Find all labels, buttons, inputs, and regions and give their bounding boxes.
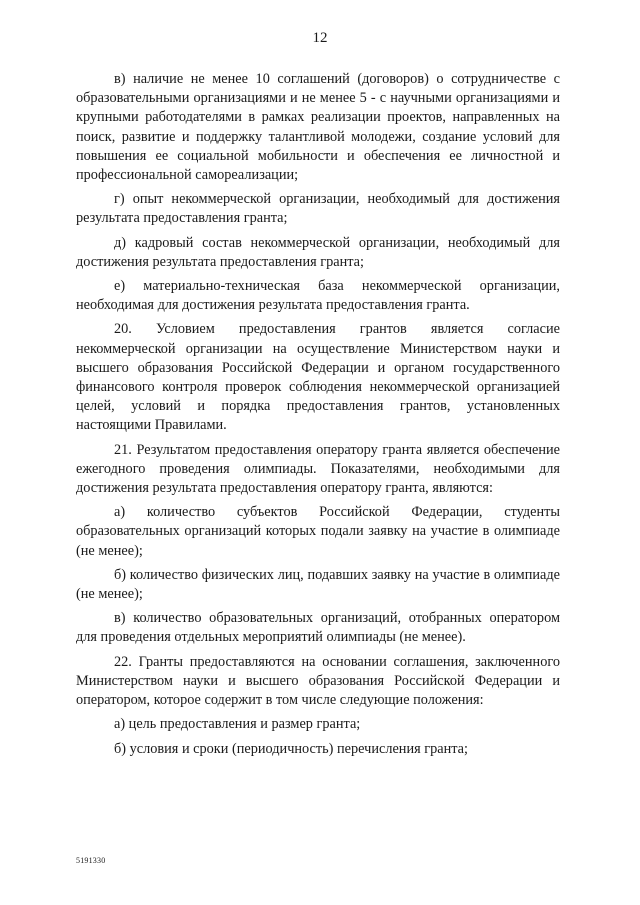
document-code: 5191330 (76, 856, 106, 865)
paragraph-v-agreements: в) наличие не менее 10 соглашений (договоров) о сотрудничестве с образовательными организациями и не менее 5 - с научными организациями и крупными работодателями в рамках реализации проектов, направленных на поиск, развитие и поддержку талантливой молодежи, создание условий для повышения ее социальной мобильности и обеспечения ее личностной и профессиональной самореализации; (76, 71, 560, 184)
paragraph-d-staff: д) кадровый состав некоммерческой организации, необходимый для достижения результата предоставления гранта; (76, 234, 560, 270)
page-number: 12 (312, 30, 328, 46)
paragraph-e-material-base: е) материально-техническая база некоммерческой организации, необходимая для достижения результата предоставления гранта. (76, 278, 560, 314)
paragraph-22a-purpose: а) цель предоставления и размер гранта; (114, 716, 361, 733)
paragraph-20-condition: 20. Условием предоставления грантов является согласие некоммерческой организации на осуществление Министерством науки и высшего образования Российской Федерации и органом государственного финансового контроля проверок соблюдения некоммерческой организацией целей, условий и порядка предоставления грантов, установленных настоящими Правилами. (76, 321, 560, 434)
paragraph-22-grants: 22. Гранты предоставляются на основании соглашения, заключенного Министерством науки и высшего образования Российской Федерации и оператором, которое содержит в том числе следующие положения: (76, 653, 560, 709)
document-body (76, 70, 560, 764)
paragraph-22b-terms: б) условия и сроки (периодичность) перечисления гранта; (114, 740, 468, 757)
paragraph-21b-persons-count: б) количество физических лиц, подавших заявку на участие в олимпиаде (не менее); (76, 566, 560, 603)
paragraph-g-experience: г) опыт некоммерческой организации, необходимый для достижения результата предоставления гранта; (76, 191, 560, 227)
paragraph-21-result: 21. Результатом предоставления оператору гранта является обеспечение ежегодного проведения олимпиады. Показателями, необходимыми для достижения результата предоставления оператору гранта, являются: (76, 441, 560, 497)
paragraph-21v-organizations-count: в) количество образовательных организаций, отобранных оператором для проведения отдельных мероприятий олимпиады (не менее). (76, 610, 560, 646)
paragraph-21a-regions-count: а) количество субъектов Российской Федерации, студенты образовательных организаций которых подали заявку на участие в олимпиаде (не менее); (76, 504, 560, 559)
